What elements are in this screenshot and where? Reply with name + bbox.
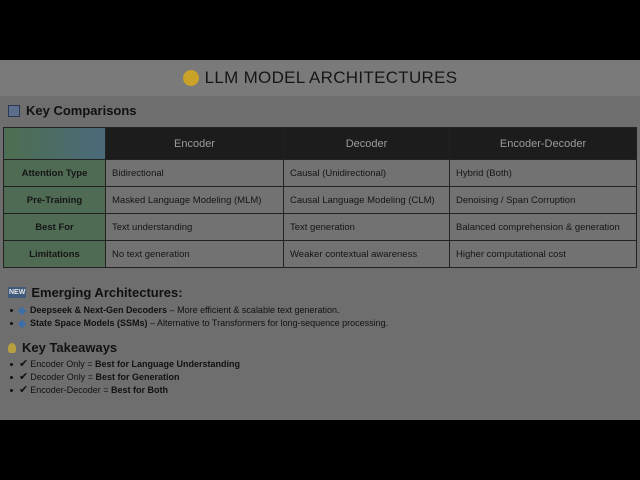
table-header-row bbox=[4, 128, 637, 160]
table-cell: Weaker contextual awareness bbox=[284, 241, 450, 268]
takeaway-bold: Best for Both bbox=[111, 385, 169, 395]
table-cell: Balanced comprehension & generation bbox=[450, 214, 637, 241]
takeaway-text: Encoder-Decoder = bbox=[30, 385, 112, 395]
key-takeaways-heading-text: Key Takeaways bbox=[22, 340, 118, 355]
gold-circle-icon bbox=[183, 70, 199, 86]
bar-chart-icon bbox=[8, 105, 20, 117]
emerging-item-desc: – Alternative to Transformers for long-sequence processing. bbox=[147, 318, 389, 328]
bullet-dot-icon bbox=[10, 322, 13, 325]
row-header: Pre-Training bbox=[4, 187, 106, 214]
row-header: Best For bbox=[4, 214, 106, 241]
column-header-decoder: Decoder bbox=[284, 128, 450, 160]
table-cell: No text generation bbox=[106, 241, 284, 268]
key-comparisons-heading bbox=[8, 103, 137, 118]
emerging-item-desc: – More efficient & scalable text generation. bbox=[167, 305, 340, 315]
column-header-encoder: Encoder bbox=[106, 128, 284, 160]
key-takeaways-heading bbox=[8, 340, 117, 355]
bullet-dot-icon bbox=[10, 389, 13, 392]
emerging-architectures-heading-text: Emerging Architectures: bbox=[31, 285, 183, 300]
blue-diamond-icon bbox=[18, 319, 26, 327]
row-header: Limitations bbox=[4, 241, 106, 268]
table-cell: Bidirectional bbox=[106, 160, 284, 187]
table-cell: Masked Language Modeling (MLM) bbox=[106, 187, 284, 214]
blue-diamond-icon bbox=[18, 306, 26, 314]
takeaway-text: Encoder Only = bbox=[30, 359, 96, 369]
list-item bbox=[10, 384, 240, 397]
table-cell: Hybrid (Both) bbox=[450, 160, 637, 187]
table-cell: Text generation bbox=[284, 214, 450, 241]
key-comparisons-heading-text: Key Comparisons bbox=[26, 103, 137, 118]
emerging-architectures-heading bbox=[8, 285, 183, 300]
column-header-encoder-decoder: Encoder-Decoder bbox=[450, 128, 637, 160]
list-item bbox=[10, 304, 388, 317]
emerging-item-title: State Space Models (SSMs) bbox=[30, 318, 148, 328]
bullet-dot-icon bbox=[10, 363, 13, 366]
emerging-item-title: Deepseek & Next-Gen Decoders bbox=[30, 305, 168, 315]
takeaway-bold: Best for Generation bbox=[95, 372, 180, 382]
title-bar bbox=[0, 60, 640, 96]
table-cell: Higher computational cost bbox=[450, 241, 637, 268]
lightbulb-icon bbox=[8, 343, 16, 353]
bullet-dot-icon bbox=[10, 376, 13, 379]
takeaway-text: Decoder Only = bbox=[30, 372, 96, 382]
list-item bbox=[10, 358, 240, 371]
slide-title: LLM MODEL ARCHITECTURES bbox=[204, 68, 458, 87]
new-badge-icon: NEW bbox=[9, 289, 26, 296]
row-header: Attention Type bbox=[4, 160, 106, 187]
list-item bbox=[10, 317, 388, 330]
comparison-table bbox=[3, 127, 637, 268]
table-cell: Text understanding bbox=[106, 214, 284, 241]
table-row bbox=[4, 214, 637, 241]
table-cell: Denoising / Span Corruption bbox=[450, 187, 637, 214]
table-cell: Causal (Unidirectional) bbox=[284, 160, 450, 187]
check-mark-icon: ✔ bbox=[19, 358, 29, 370]
table-row bbox=[4, 160, 637, 187]
table-corner-cell bbox=[4, 128, 106, 160]
slide bbox=[0, 60, 640, 420]
table-row bbox=[4, 241, 637, 268]
emerging-list bbox=[10, 304, 388, 330]
bullet-dot-icon bbox=[10, 309, 13, 312]
takeaways-list bbox=[10, 358, 240, 397]
table-row bbox=[4, 187, 637, 214]
check-mark-icon: ✔ bbox=[19, 384, 29, 396]
check-mark-icon: ✔ bbox=[19, 371, 29, 383]
takeaway-bold: Best for Language Understanding bbox=[95, 359, 241, 369]
list-item bbox=[10, 371, 240, 384]
table-cell: Causal Language Modeling (CLM) bbox=[284, 187, 450, 214]
